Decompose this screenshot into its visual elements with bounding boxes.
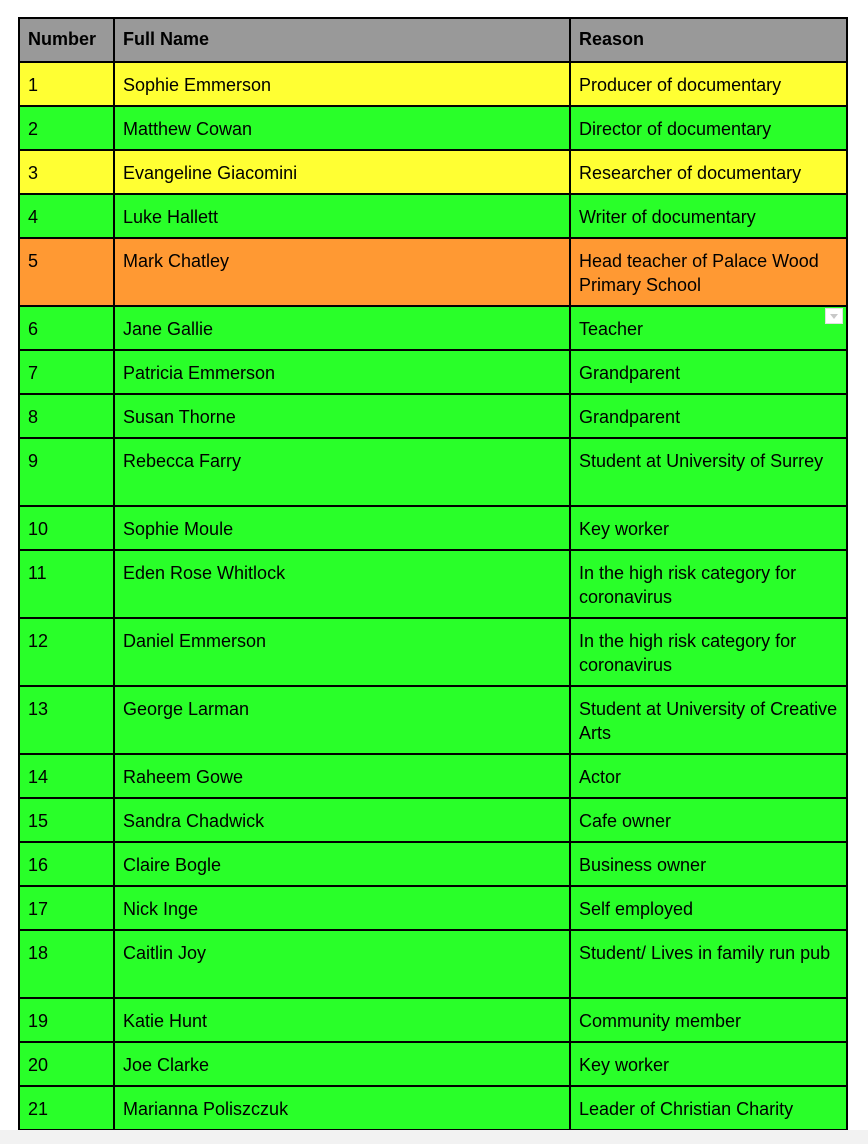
cell-reason[interactable]: Leader of Christian Charity xyxy=(570,1086,847,1130)
cell-number[interactable]: 15 xyxy=(19,798,114,842)
cell-full-name[interactable]: Joe Clarke xyxy=(114,1042,570,1086)
cell-reason[interactable]: Writer of documentary xyxy=(570,194,847,238)
cell-full-name[interactable]: Jane Gallie xyxy=(114,306,570,350)
cell-reason[interactable]: Student at University of Creative Arts xyxy=(570,686,847,754)
cell-number[interactable]: 1 xyxy=(19,62,114,106)
table-row xyxy=(19,394,847,438)
header-reason[interactable]: Reason xyxy=(570,18,847,62)
cell-reason[interactable]: Grandparent xyxy=(570,394,847,438)
table-row xyxy=(19,438,847,506)
table-row xyxy=(19,886,847,930)
table-row xyxy=(19,1086,847,1130)
cell-number[interactable]: 18 xyxy=(19,930,114,998)
table-row xyxy=(19,998,847,1042)
cell-number[interactable]: 8 xyxy=(19,394,114,438)
cell-full-name[interactable]: Daniel Emmerson xyxy=(114,618,570,686)
cell-number[interactable]: 12 xyxy=(19,618,114,686)
cell-number[interactable]: 3 xyxy=(19,150,114,194)
cell-full-name[interactable]: Caitlin Joy xyxy=(114,930,570,998)
cell-reason[interactable]: In the high risk category for coronavirus xyxy=(570,618,847,686)
cell-reason[interactable]: Key worker xyxy=(570,506,847,550)
table-row xyxy=(19,238,847,306)
sheet-bottom-edge xyxy=(0,1130,868,1144)
header-number[interactable]: Number xyxy=(19,18,114,62)
cell-full-name[interactable]: Marianna Poliszczuk xyxy=(114,1086,570,1130)
table-row xyxy=(19,506,847,550)
cell-number[interactable]: 10 xyxy=(19,506,114,550)
cell-full-name[interactable]: Susan Thorne xyxy=(114,394,570,438)
cell-number[interactable]: 13 xyxy=(19,686,114,754)
cell-reason[interactable]: Student at University of Surrey xyxy=(570,438,847,506)
cell-reason[interactable]: Business owner xyxy=(570,842,847,886)
cell-full-name[interactable]: Patricia Emmerson xyxy=(114,350,570,394)
cell-number[interactable]: 19 xyxy=(19,998,114,1042)
cell-full-name[interactable]: Sophie Moule xyxy=(114,506,570,550)
cell-reason[interactable]: Head teacher of Palace Wood Primary School xyxy=(570,238,847,306)
cell-reason[interactable]: Teacher xyxy=(570,306,847,350)
cell-number[interactable]: 7 xyxy=(19,350,114,394)
cell-full-name[interactable]: Rebecca Farry xyxy=(114,438,570,506)
cell-reason[interactable]: Self employed xyxy=(570,886,847,930)
cell-full-name[interactable]: George Larman xyxy=(114,686,570,754)
cell-dropdown-arrow-icon[interactable] xyxy=(825,308,843,324)
table-row xyxy=(19,930,847,998)
header-row xyxy=(19,18,847,62)
cell-full-name[interactable]: Matthew Cowan xyxy=(114,106,570,150)
table-row xyxy=(19,62,847,106)
table-row xyxy=(19,754,847,798)
cell-reason[interactable]: Researcher of documentary xyxy=(570,150,847,194)
cell-full-name[interactable]: Nick Inge xyxy=(114,886,570,930)
cell-full-name[interactable]: Sandra Chadwick xyxy=(114,798,570,842)
cell-full-name[interactable]: Claire Bogle xyxy=(114,842,570,886)
cell-full-name[interactable]: Eden Rose Whitlock xyxy=(114,550,570,618)
cell-full-name[interactable]: Mark Chatley xyxy=(114,238,570,306)
table-row xyxy=(19,106,847,150)
cell-number[interactable]: 9 xyxy=(19,438,114,506)
cell-number[interactable]: 21 xyxy=(19,1086,114,1130)
cell-number[interactable]: 14 xyxy=(19,754,114,798)
cell-full-name[interactable]: Sophie Emmerson xyxy=(114,62,570,106)
header-full-name[interactable]: Full Name xyxy=(114,18,570,62)
table-row xyxy=(19,550,847,618)
cell-reason[interactable]: Producer of documentary xyxy=(570,62,847,106)
cell-reason[interactable]: Community member xyxy=(570,998,847,1042)
table-row xyxy=(19,798,847,842)
cell-reason[interactable]: In the high risk category for coronavirus xyxy=(570,550,847,618)
participants-table xyxy=(18,17,848,1131)
cell-full-name[interactable]: Katie Hunt xyxy=(114,998,570,1042)
cell-full-name[interactable]: Raheem Gowe xyxy=(114,754,570,798)
table-row xyxy=(19,1042,847,1086)
table-row xyxy=(19,350,847,394)
table-row xyxy=(19,842,847,886)
cell-number[interactable]: 20 xyxy=(19,1042,114,1086)
cell-number[interactable]: 6 xyxy=(19,306,114,350)
table-row xyxy=(19,686,847,754)
cell-number[interactable]: 4 xyxy=(19,194,114,238)
cell-full-name[interactable]: Luke Hallett xyxy=(114,194,570,238)
table-row xyxy=(19,150,847,194)
cell-number[interactable]: 2 xyxy=(19,106,114,150)
cell-reason[interactable]: Actor xyxy=(570,754,847,798)
cell-full-name[interactable]: Evangeline Giacomini xyxy=(114,150,570,194)
cell-number[interactable]: 17 xyxy=(19,886,114,930)
cell-number[interactable]: 16 xyxy=(19,842,114,886)
cell-number[interactable]: 5 xyxy=(19,238,114,306)
table-row xyxy=(19,306,847,350)
cell-reason[interactable]: Cafe owner xyxy=(570,798,847,842)
cell-reason[interactable]: Key worker xyxy=(570,1042,847,1086)
cell-reason[interactable]: Student/ Lives in family run pub xyxy=(570,930,847,998)
table-row xyxy=(19,194,847,238)
table-row xyxy=(19,618,847,686)
cell-reason[interactable]: Director of documentary xyxy=(570,106,847,150)
cell-reason[interactable]: Grandparent xyxy=(570,350,847,394)
cell-number[interactable]: 11 xyxy=(19,550,114,618)
